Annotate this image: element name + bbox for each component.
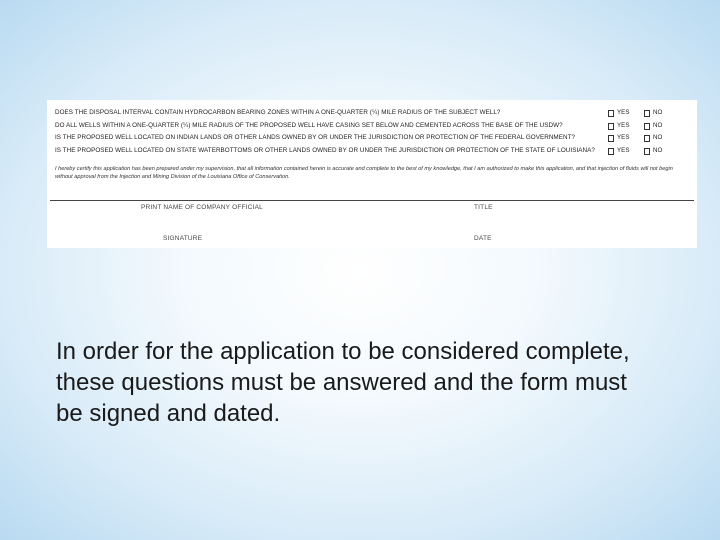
yes-label: YES <box>617 121 630 129</box>
slide-caption: In order for the application to be considered complete, these questions must be answered and the form must be signed and dated. <box>56 338 630 427</box>
checkbox-icon <box>608 123 614 130</box>
question-row <box>55 145 691 158</box>
checkbox-icon <box>608 135 614 142</box>
question-row <box>55 132 691 145</box>
no-option <box>644 109 662 118</box>
no-label: NO <box>653 121 663 129</box>
checkbox-icon <box>644 110 650 117</box>
yes-option <box>608 147 630 156</box>
yes-option <box>608 122 630 131</box>
date-label: DATE <box>474 235 492 242</box>
question-row <box>55 120 691 133</box>
no-option <box>644 122 662 131</box>
yes-label: YES <box>617 134 630 142</box>
no-label: NO <box>653 109 663 117</box>
checkbox-icon <box>608 110 614 117</box>
checkbox-icon <box>644 148 650 155</box>
yes-label: YES <box>617 109 630 117</box>
checkbox-icon <box>644 123 650 130</box>
title-label: TITLE <box>474 204 493 211</box>
certification-statement: I hereby certify this application has been prepared under my supervision, that all information contained herein is accurate and complete to the best of my knowledge, that I am authorized to make this application, and that injection of fluids will not begin without approval from the Injection and Mining Division of the Louisiana Office of Conservation. <box>55 166 673 180</box>
checkbox-icon <box>644 135 650 142</box>
question-text: DO ALL WELLS WITHIN A ONE-QUARTER (¼) MILE RADIUS OF THE PROPOSED WELL HAVE CASING SET BELOW AND CEMENTED ACROSS THE BASE OF THE USDW? <box>55 121 563 129</box>
question-text: IS THE PROPOSED WELL LOCATED ON STATE WATERBOTTOMS OR OTHER LANDS OWNED BY OR UNDER THE JURISDICTION OR PROTECTION OF THE STATE OF LOUISIANA? <box>55 146 595 154</box>
no-option <box>644 134 662 143</box>
signature-divider <box>50 200 694 201</box>
yes-option <box>608 109 630 118</box>
questions-list <box>55 107 691 157</box>
signature-label: SIGNATURE <box>163 235 203 242</box>
no-option <box>644 147 662 156</box>
checkbox-icon <box>608 148 614 155</box>
no-label: NO <box>653 146 663 154</box>
form-excerpt-image <box>47 100 697 248</box>
print-name-label: PRINT NAME OF COMPANY OFFICIAL <box>141 204 263 211</box>
no-label: NO <box>653 134 663 142</box>
yes-label: YES <box>617 146 630 154</box>
yes-option <box>608 134 630 143</box>
question-row <box>55 107 691 120</box>
question-text: IS THE PROPOSED WELL LOCATED ON INDIAN LANDS OR OTHER LANDS OWNED BY OR UNDER THE JURISDICTION OR PROTECTION OF THE FEDERAL GOVERNMENT? <box>55 134 576 141</box>
question-text: DOES THE DISPOSAL INTERVAL CONTAIN HYDROCARBON BEARING ZONES WITHIN A ONE-QUARTER (¼) MILE RADIUS OF THE SUBJECT WELL? <box>55 109 501 116</box>
